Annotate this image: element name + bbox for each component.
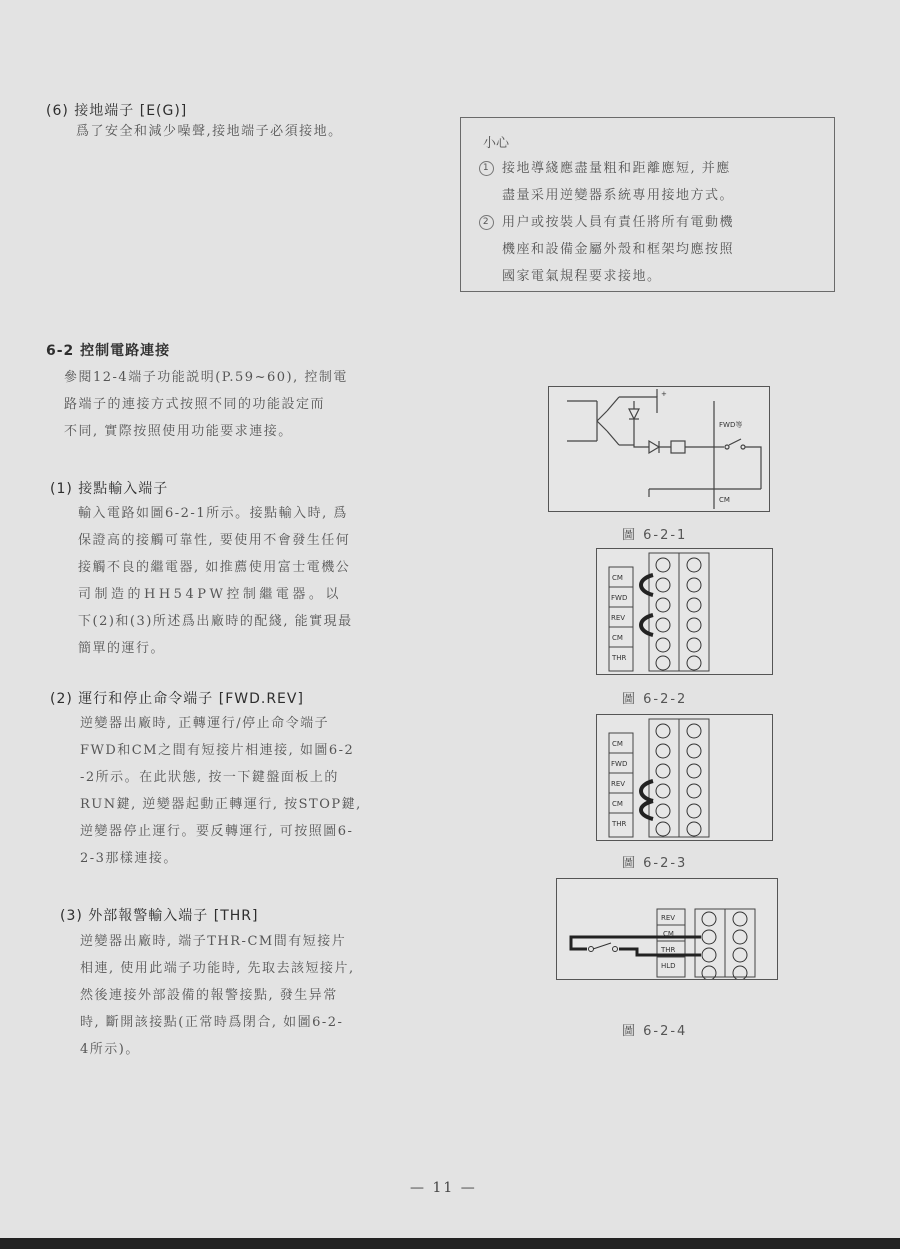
terminal-label: THR [612,654,627,662]
figure-6-2-3-caption: 圖 6-2-3 [622,856,688,871]
figure-6-2-1-caption: 圖 6-2-1 [622,528,688,543]
terminal-label: THR [661,946,676,954]
sub-3-text: 逆變器出廠時, 端子THR-CM間有短接片 相連, 使用此端子功能時, 先取去該短接片, 然後連接外部設備的報警接點, 發生异常 時, 斷開該接點(正常時爲閉合, 如圖6-2- 4所示)。 [80,934,355,1057]
terminal-label: THR [612,820,627,828]
page-number: — 11 — [410,1180,477,1196]
terminal-block-fwd-cm-short [597,549,772,674]
section-6-2-heading: 6-2 控制電路連接 [46,343,171,359]
terminal-label: REV [661,914,676,922]
terminal-label: HLD [661,962,676,970]
fwd-label: FWD等 [719,421,743,429]
figure-6-2-2 [596,548,773,675]
figure-6-2-2-caption: 圖 6-2-2 [622,692,688,707]
section-6-text: 爲了安全和減少噪聲,接地端子必須接地。 [76,124,343,139]
terminal-label: FWD [611,594,628,602]
sub-2-heading: (2) 運行和停止命令端子 [FWD.REV] [50,691,304,707]
plus-label: + [661,390,667,398]
section-6-2-text: 參閱12-4端子功能説明(P.59~60), 控制電 路端子的連接方式按照不同的功能設定而 不同, 實際按照使用功能要求連接。 [64,370,348,439]
section-6-heading: (6) 接地端子 [E(G)] [46,103,188,119]
figure-6-2-4-caption: 圖 6-2-4 [622,1024,688,1039]
circled-number-icon: 1 [479,161,494,176]
terminal-label: REV [611,780,626,788]
terminal-block-thr-external-contact [557,879,777,979]
terminal-label: CM [612,800,623,808]
terminal-label: CM [612,634,623,642]
figure-6-2-1 [548,386,770,512]
figure-6-2-3 [596,714,773,841]
circled-number-icon: 2 [479,215,494,230]
terminal-label: CM [663,930,674,938]
caution-box [460,117,835,292]
terminal-label: CM [612,574,623,582]
terminal-label: FWD [611,760,628,768]
terminal-label: REV [611,614,626,622]
terminal-block-rev-cm-short [597,715,772,840]
sub-1-heading: (1) 接點輸入端子 [50,481,169,497]
sub-2-text: 逆變器出廠時, 正轉運行/停止命令端子 FWD和CM之間有短接片相連接, 如圖6-2 -2所示。在此狀態, 按一下鍵盤面板上的 RUN鍵, 逆變器起動正轉運行, 按STOP鍵, 逆變器停止運行。要反轉運行, 可按照圖6- 2-3那樣連接。 [80,716,362,866]
terminal-label: CM [612,740,623,748]
bottom-edge-bar [0,1238,900,1249]
caution-item-1: 1 接地導綫應盡量粗和距離應短, 并應 盡量采用逆變器系統專用接地方式。 [479,155,734,209]
caution-item-2: 2 用户或按裝人員有責任將所有電動機 機座和設備金屬外殼和框架均應按照 國家電氣規程要求接地。 [479,209,734,290]
sub-3-heading: (3) 外部報警輸入端子 [THR] [60,908,259,924]
cm-label: CM [719,496,730,504]
figure-6-2-4 [556,878,778,980]
input-circuit-diagram [549,387,769,511]
caution-title: 小心 [483,136,510,151]
sub-1-text: 輸入電路如圖6-2-1所示。接點輸入時, 爲 保證高的接觸可靠性, 要使用不會發生任何 接觸不良的繼電器, 如推薦使用富士電機公 司制造的HH54PW控制繼電器。以 下(2)和(3)所述爲出廠時的配綫, 能實現最 簡單的運行。 [78,506,353,656]
